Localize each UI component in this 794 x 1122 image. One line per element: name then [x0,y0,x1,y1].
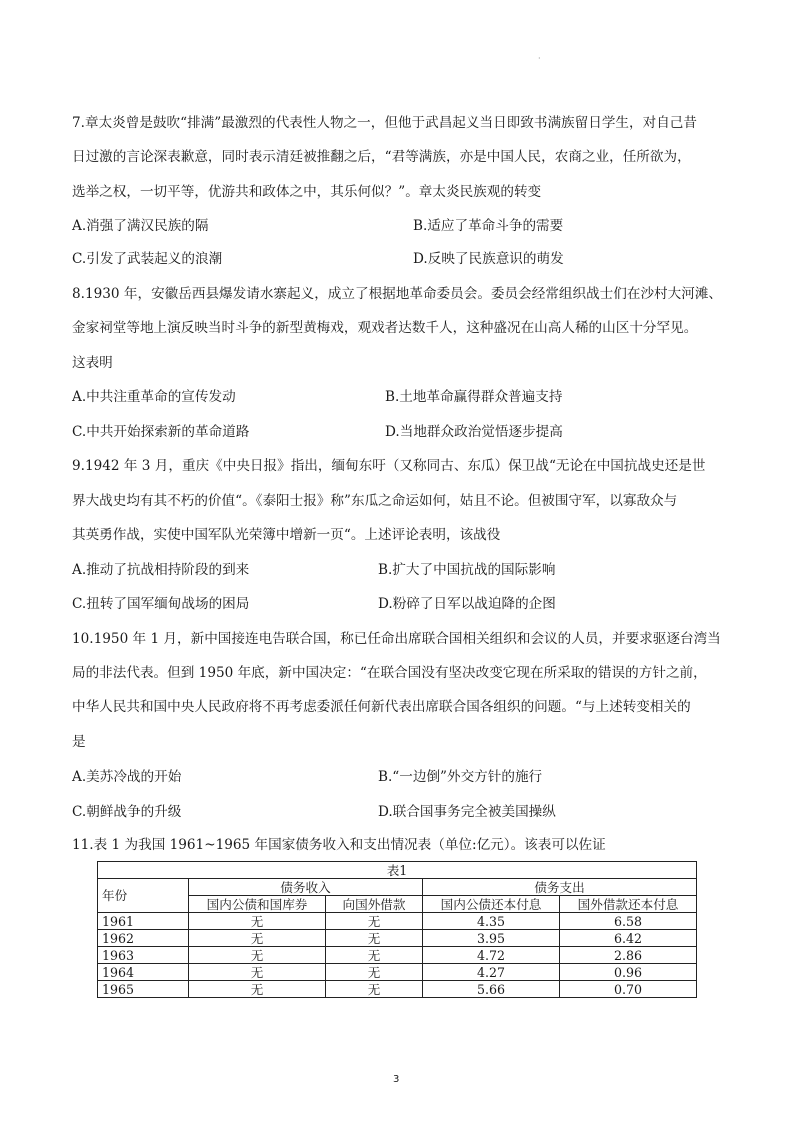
q10-stem-line-3: 中华人民共和国中央人民政府将不再考虑委派任何新代表出席联合国各组织的问题。“与上述转变相关的 [72,699,691,715]
cell-foreign-repay: 6.42 [560,930,697,947]
q10-stem-line-4: 是 [72,734,86,750]
q7-option-b: B.适应了革命斗争的需要 [413,218,564,234]
q10-option-b: B.“一边倒”外交方针的施行 [378,769,543,785]
subheader-foreign-repay: 国外借款还本付息 [560,896,697,913]
q7-stem-line-3: 选举之权，一切平等，优游共和政体之中，其乐何似？”。章太炎民族观的转变 [72,184,542,200]
cell-foreign-loans: 无 [326,981,423,998]
q8-option-a: A.中共注重革命的宣传发动 [72,389,236,405]
cell-year: 1965 [98,981,189,998]
cell-year: 1961 [98,913,189,930]
q7-stem-line-2: 日过激的言论深表歉意，同时表示清廷被推翻之后，“君等满族，亦是中国人民，农商之业，任所欲为， [72,149,691,165]
q9-option-b: B.扩大了中国抗战的国际影响 [378,562,556,578]
cell-domestic-bonds: 无 [189,913,326,930]
q9-option-d: D.粉碎了日军以战迫降的企图 [378,596,556,612]
q7-option-d: D.反映了民族意识的萌发 [413,251,564,267]
q10-stem-line-1: 10.1950 年 1 月，新中国接连电告联合国，称已任命出席联合国相关组织和会议的人员，并要求驱逐台湾当 [72,631,721,647]
cell-foreign-repay: 0.96 [560,964,697,981]
cell-foreign-loans: 无 [326,913,423,930]
q9-option-c: C.扭转了国军缅甸战场的困局 [72,596,250,612]
cell-foreign-repay: 0.70 [560,981,697,998]
q8-stem-line-3: 这表明 [72,355,113,371]
cell-domestic-bonds: 无 [189,981,326,998]
cell-domestic-repay: 4.27 [423,964,560,981]
cell-domestic-repay: 4.35 [423,913,560,930]
subheader-domestic-repay: 国内公债还本付息 [423,896,560,913]
q8-option-d: D.当地群众政治觉悟逐步提高 [385,424,563,440]
table-row [98,964,697,981]
table-row [98,981,697,998]
year-header: 年份 [98,879,189,913]
q10-stem-line-2: 局的非法代表。但到 1950 年底，新中国决定：“在联合国没有坚决改变它现在所采取的错误的方针之前， [72,665,707,681]
cell-foreign-repay: 6.58 [560,913,697,930]
income-header: 债务收入 [189,879,423,896]
table-row [98,930,697,947]
table-caption: 表1 [98,862,697,879]
header-mark: · [538,54,541,63]
table-caption-row [98,862,697,879]
q9-stem-line-1: 9.1942 年 3 月，重庆《中央日报》指出，缅甸东吁（又称同古、东瓜）保卫战“无论在中国抗战史还是世 [72,458,706,474]
cell-foreign-loans: 无 [326,947,423,964]
q10-option-c: C.朝鲜战争的升级 [72,804,182,820]
cell-domestic-repay: 3.95 [423,930,560,947]
q8-stem-line-2: 金家祠堂等地上演反映当时斗争的新型黄梅戏，观戏者达数千人，这种盛况在山高人稀的山区十分罕见。 [72,320,698,336]
q9-stem-line-3: 其英勇作战，实使中国军队光荣簿中增新一页“。上述评论表明，该战役 [72,527,501,543]
table-row [98,947,697,964]
q7-stem-line-1: 7.章太炎曾是鼓吹“排满”最激烈的代表性人物之一，但他于武昌起义当日即致书满族留日学生，对自己昔 [72,115,697,131]
cell-foreign-loans: 无 [326,930,423,947]
q7-option-a: A.消强了满汉民族的隔 [72,218,209,234]
q9-option-a: A.推动了抗战相持阶段的到来 [72,562,250,578]
table-row [98,913,697,930]
cell-year: 1962 [98,930,189,947]
cell-domestic-bonds: 无 [189,964,326,981]
cell-domestic-repay: 5.66 [423,981,560,998]
q8-stem-line-1: 8.1930 年，安徽岳西县爆发请水寨起义，成立了根据地革命委员会。委员会经常组织战士们在沙村大河滩、 [72,286,723,302]
q10-option-d: D.联合国事务完全被美国操纵 [378,804,556,820]
page-number: 3 [393,1074,400,1085]
cell-foreign-loans: 无 [326,964,423,981]
q10-option-a: A.美苏冷战的开始 [72,769,182,785]
subheader-foreign-loans: 向国外借款 [326,896,423,913]
cell-year: 1963 [98,947,189,964]
q11-stem-line-1: 11.表 1 为我国 1961~1965 年国家债务收入和支出情况表（单位:亿元）。该表可以佐证 [72,837,606,853]
cell-domestic-bonds: 无 [189,930,326,947]
q8-option-c: C.中共开始探索新的革命道路 [72,424,250,440]
q8-option-b: B.土地革命赢得群众普遍支持 [385,389,563,405]
cell-domestic-bonds: 无 [189,947,326,964]
table-header-row [98,879,697,896]
q9-stem-line-2: 界大战史均有其不朽的价值“。《泰阳士报》称”东瓜之命运如何，姑且不论。但被围守军，以寡敌众与 [72,493,678,509]
cell-year: 1964 [98,964,189,981]
cell-domestic-repay: 4.72 [423,947,560,964]
q7-option-c: C.引发了武装起义的浪潮 [72,251,223,267]
expense-header: 债务支出 [423,879,697,896]
cell-foreign-repay: 2.86 [560,947,697,964]
subheader-domestic-bonds: 国内公债和国库券 [189,896,326,913]
debt-table [97,861,697,998]
